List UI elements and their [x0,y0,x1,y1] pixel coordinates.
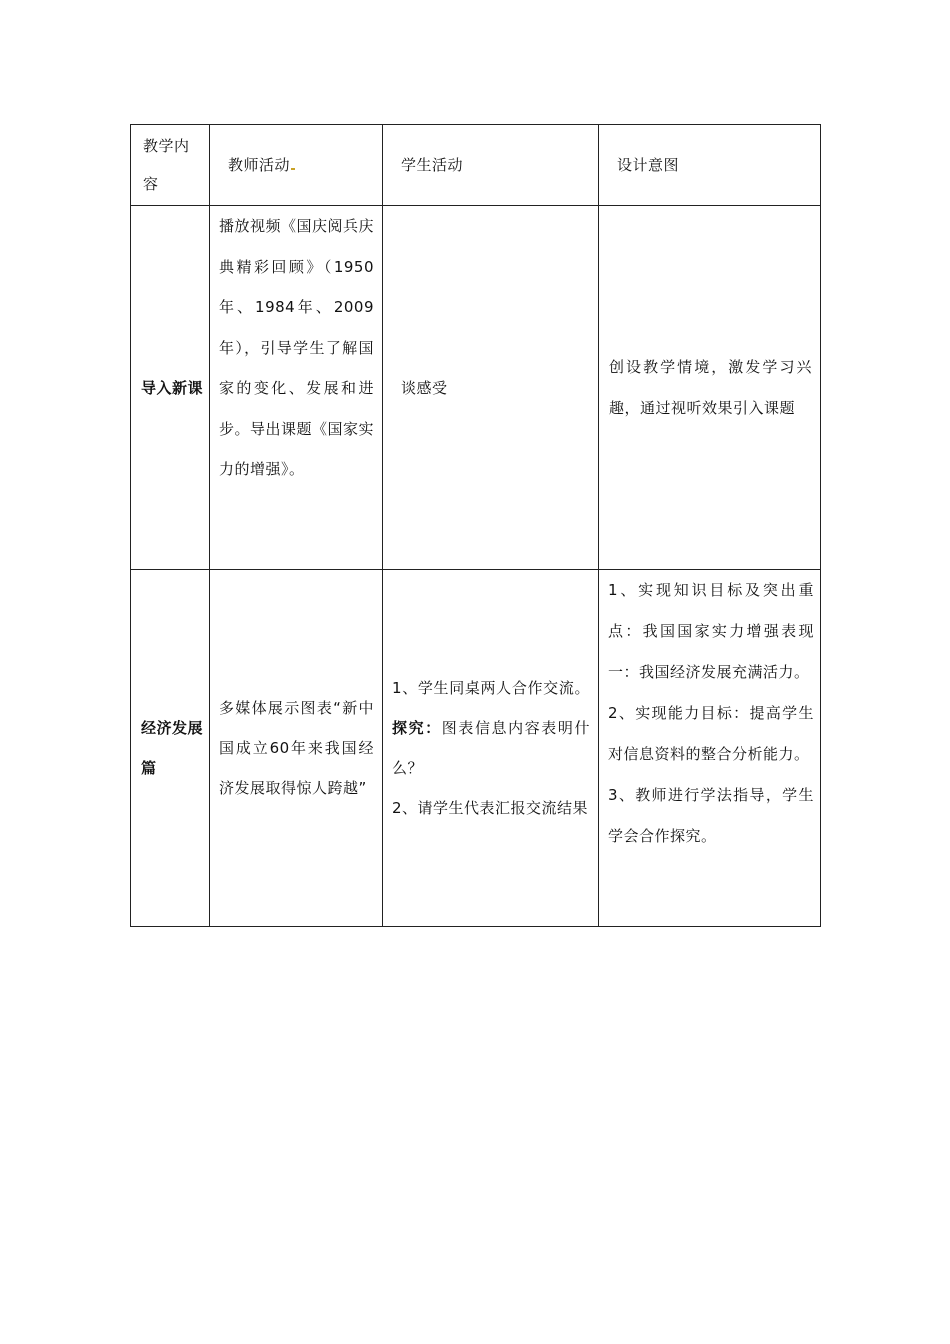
design-goal-2: 2、实现能力目标：提高学生对信息资料的整合分析能力。 [608,704,814,763]
edit-mark [291,168,295,170]
student-activity-economy [383,668,598,828]
design-goal-1: 1、实现知识目标及突出重点：我国国家实力增强表现一：我国经济发展充满活力。 [608,581,814,681]
table-header-row [131,125,821,206]
design-intent-economy [599,570,820,857]
header-design-cell [599,125,821,206]
header-content-cell [131,125,210,206]
header-content-label: 教学内容 [143,137,190,193]
design-goal-3: 3、教师进行学法指导，学生学会合作探究。 [608,786,814,845]
student-activity-cell [383,206,599,570]
teacher-activity-cell [210,206,383,570]
header-teacher-label: 教师活动 [210,146,382,184]
student-activity-cell [383,570,599,927]
section-label-intro: 导入新课 [141,378,204,397]
table-row [131,206,821,570]
student-step-2: 2、请学生代表汇报交流结果 [392,799,589,817]
section-cell [131,206,210,570]
explore-question: 图表信息内容表明什么？ [392,719,590,777]
design-intent-cell [599,206,821,570]
lesson-plan-table [130,124,821,927]
header-student-label: 学生活动 [401,156,464,174]
teacher-activity-intro: 播放视频《国庆阅兵庆典精彩回顾》（1950年、1984年、2009年），引导学生了解国家的变化、发展和进步。导出课题《国家实力的增强》。 [219,217,375,478]
student-step-1: 1、学生同桌两人合作交流。 [392,679,590,697]
section-cell [131,570,210,927]
explore-label: 探究： [392,719,442,737]
teacher-activity-cell [210,570,383,927]
design-intent-cell [599,570,821,927]
design-intent-intro: 创设教学情境，激发学习兴趣，通过视听效果引入课题 [609,357,812,417]
header-student-cell [383,125,599,206]
header-teacher-cell [210,125,383,206]
student-activity-intro: 谈感受 [401,378,448,397]
header-design-label: 设计意图 [617,156,680,174]
section-label-economy: 经济发展篇 [141,719,204,777]
teacher-activity-economy: 多媒体展示图表“新中国成立60年来我国经济发展取得惊人跨越” [219,699,374,797]
table-row [131,570,821,927]
